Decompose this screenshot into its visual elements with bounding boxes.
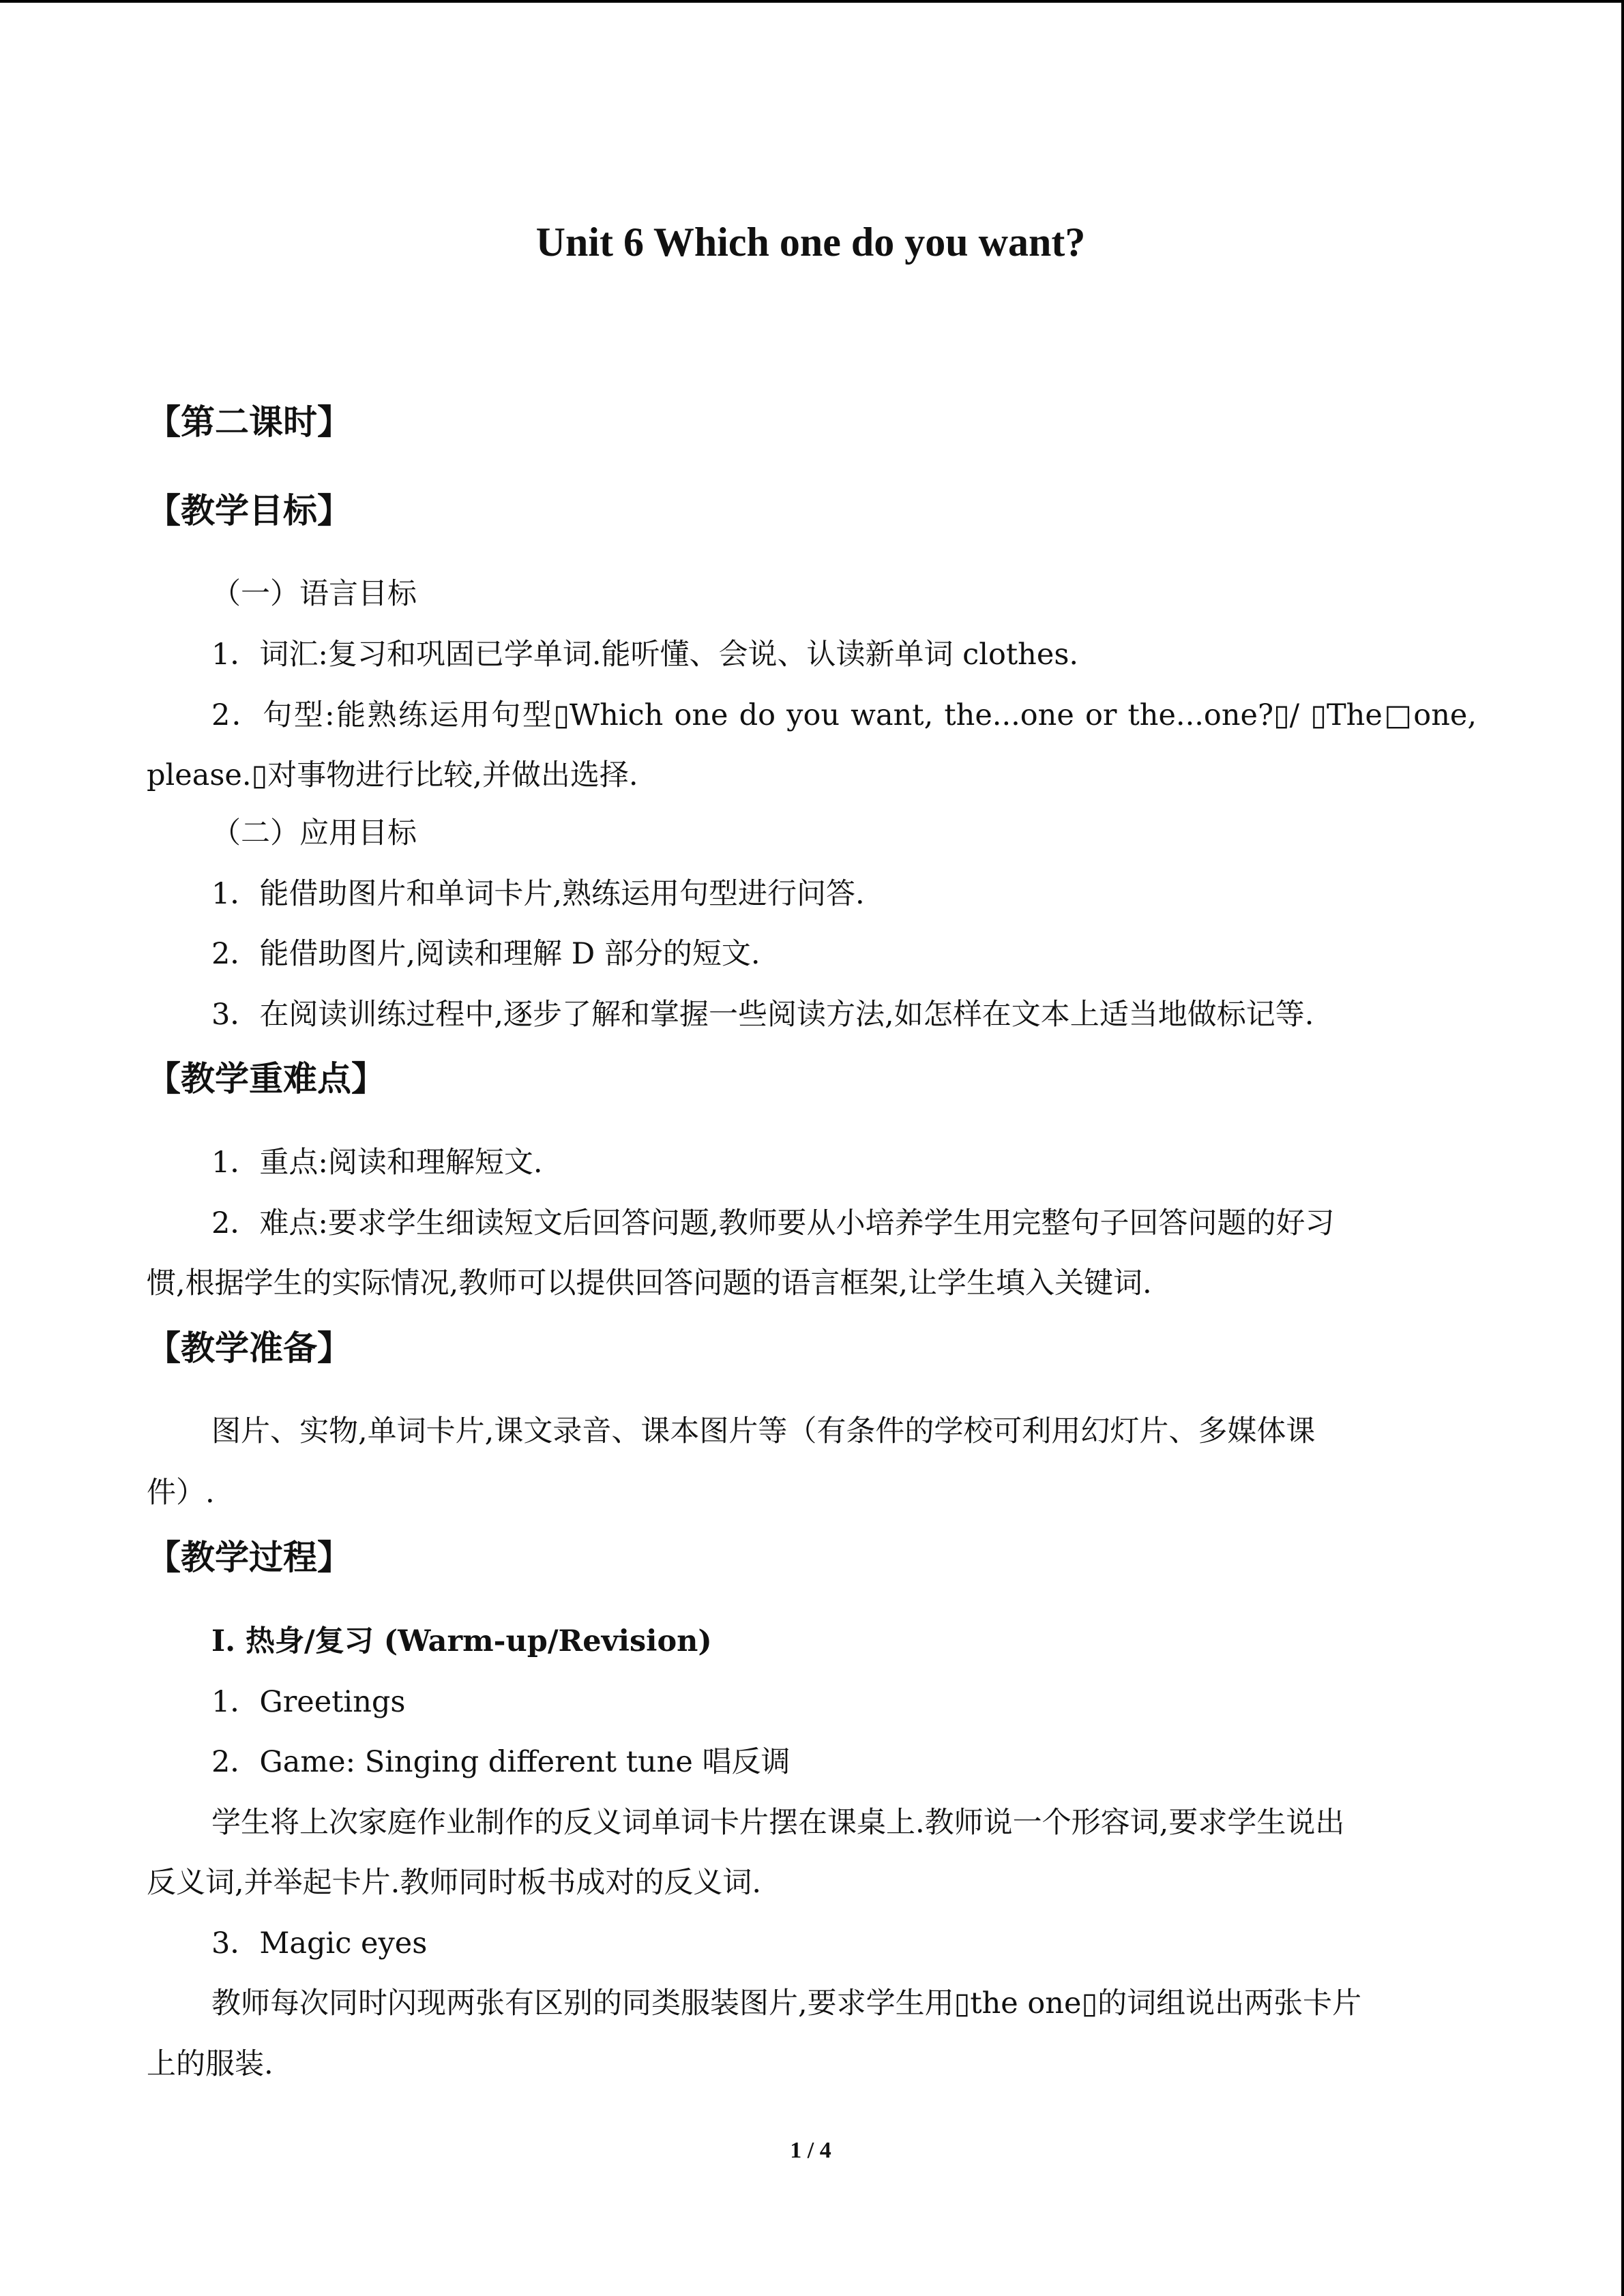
keypoints-heading: 【教学重难点】 (147, 1058, 385, 1099)
language-item-2-line-1: 2．句型:能熟练运用句型▯Which one do you want, the...one or the...one?▯/ ▯The□one, (211, 698, 1477, 732)
language-goal-subheading: （一）语言目标 (211, 577, 417, 611)
application-goal-subheading: （二）应用目标 (211, 816, 417, 850)
application-item-3: 3．在阅读训练过程中,逐步了解和掌握一些阅读方法,如怎样在文本上适当地做标记等. (211, 998, 1314, 1032)
preparation-line-1: 图片、实物,单词卡片,课文录音、课本图片等（有条件的学校可利用幻灯片、多媒体课 (211, 1414, 1316, 1448)
application-item-2: 2．能借助图片,阅读和理解 D 部分的短文. (211, 937, 761, 971)
objectives-heading: 【教学目标】 (147, 490, 351, 531)
document-title: Unit 6 Which one do you want? (535, 220, 1086, 265)
keypoint-item-2-line-2: 惯,根据学生的实际情况,教师可以提供回答问题的语言框架,让学生填入关键词. (147, 1266, 1152, 1300)
warmup-item-2: 2．Game: Singing different tune 唱反调 (211, 1745, 791, 1779)
warmup-paragraph-2-line-1: 教师每次同时闪现两张有区别的同类服装图片,要求学生用▯the one▯的词组说出两张卡片 (211, 1986, 1362, 2021)
page-number: 1 / 4 (790, 2138, 831, 2163)
warmup-item-1: 1．Greetings (211, 1685, 406, 1719)
lesson-heading: 【第二课时】 (147, 402, 351, 442)
language-item-2-line-2: please.▯对事物进行比较,并做出选择. (147, 758, 638, 792)
warmup-paragraph-1-line-2: 反义词,并举起卡片.教师同时板书成对的反义词. (147, 1866, 762, 1900)
preparation-heading: 【教学准备】 (147, 1328, 351, 1368)
application-item-1: 1．能借助图片和单词卡片,熟练运用句型进行问答. (211, 877, 865, 911)
language-item-1: 1．词汇:复习和巩固已学单词.能听懂、会说、认读新单词 clothes. (211, 638, 1079, 672)
process-heading: 【教学过程】 (147, 1537, 351, 1577)
warmup-paragraph-2-line-2: 上的服装. (147, 2047, 274, 2081)
warmup-item-3: 3．Magic eyes (211, 1926, 428, 1960)
keypoint-item-2-line-1: 2．难点:要求学生细读短文后回答问题,教师要从小培养学生用完整句子回答问题的好习 (211, 1206, 1335, 1240)
preparation-line-2: 件）. (147, 1476, 215, 1510)
warmup-subheading: I. 热身/复习 (Warm-up/Revision) (211, 1624, 712, 1658)
warmup-paragraph-1-line-1: 学生将上次家庭作业制作的反义词单词卡片摆在课桌上.教师说一个形容词,要求学生说出 (211, 1806, 1345, 1840)
keypoint-item-1: 1．重点:阅读和理解短文. (211, 1146, 543, 1180)
